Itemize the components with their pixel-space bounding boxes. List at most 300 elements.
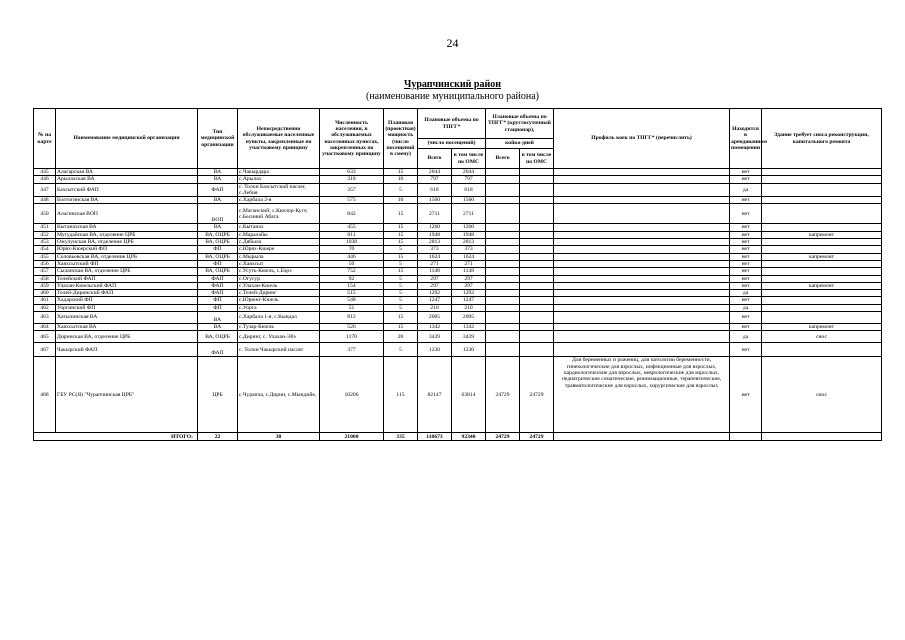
table-row xyxy=(34,268,882,275)
cell-population: 70 xyxy=(320,246,384,253)
table-row xyxy=(34,246,882,253)
cell-rented: да xyxy=(730,183,762,197)
table-row xyxy=(34,169,882,176)
total-repair xyxy=(762,433,882,441)
header-visits-oms: в том числе по ОМС xyxy=(452,149,486,169)
cell-num: 457 xyxy=(34,268,56,275)
header-reconstruction: Здание требует сноса реконструкции, капитального ремонта xyxy=(762,109,882,169)
cell-type: ВА xyxy=(198,224,238,231)
cell-capacity: 115 xyxy=(384,357,418,433)
cell-rented: да xyxy=(730,331,762,343)
cell-visits-oms: 1148 xyxy=(452,268,486,275)
cell-capacity: 10 xyxy=(384,197,418,204)
cell-rented: нет xyxy=(730,169,762,176)
cell-beds xyxy=(486,246,520,253)
district-subtitle: (наименование муниципального района) xyxy=(365,91,540,102)
cell-beds xyxy=(486,169,520,176)
cell-visits-oms: 271 xyxy=(452,260,486,267)
cell-repair: снос xyxy=(762,357,882,433)
total-visits: 110673 xyxy=(418,433,452,441)
table-row xyxy=(34,275,882,282)
cell-visits-oms: 373 xyxy=(452,246,486,253)
cell-beds-oms xyxy=(520,231,554,238)
table-row xyxy=(34,331,882,343)
cell-settlements: с.Улахан-Кюель xyxy=(238,282,320,289)
cell-visits: 297 xyxy=(418,275,452,282)
cell-rented: нет xyxy=(730,275,762,282)
cell-rented: нет xyxy=(730,260,762,267)
cell-repair xyxy=(762,297,882,304)
cell-population: 1170 xyxy=(320,331,384,343)
cell-population: 10206 xyxy=(320,357,384,433)
cell-beds xyxy=(486,282,520,289)
cell-beds xyxy=(486,275,520,282)
cell-visits-oms: 2711 xyxy=(452,204,486,224)
table-row xyxy=(34,357,882,433)
cell-population: 92 xyxy=(320,275,384,282)
cell-type: ФАП xyxy=(198,282,238,289)
cell-population: 752 xyxy=(320,268,384,275)
cell-visits: 271 xyxy=(418,260,452,267)
total-row xyxy=(34,433,882,441)
cell-profile xyxy=(554,275,730,282)
cell-profile xyxy=(554,197,730,204)
cell-type: ВА, ОЦРБ xyxy=(198,331,238,343)
table-row xyxy=(34,282,882,289)
cell-repair: капремонт xyxy=(762,282,882,289)
cell-rented: нет xyxy=(730,239,762,246)
cell-capacity: 15 xyxy=(384,169,418,176)
cell-visits-oms: 618 xyxy=(452,183,486,197)
cell-type: ВА xyxy=(198,324,238,331)
cell-visits: 1292 xyxy=(418,290,452,297)
cell-visits: 2044 xyxy=(418,169,452,176)
cell-type: ВА, ОЦРБ xyxy=(198,253,238,260)
cell-beds-oms xyxy=(520,268,554,275)
table-row xyxy=(34,312,882,324)
cell-settlements: с.Харбала 2-я xyxy=(238,197,320,204)
facilities-table xyxy=(33,108,882,441)
header-planned-visits: Плановые объемы по ТПГГ* xyxy=(418,109,486,139)
table-row xyxy=(34,224,882,231)
cell-population: 154 xyxy=(320,282,384,289)
cell-population: 357 xyxy=(320,183,384,197)
cell-visits: 797 xyxy=(418,176,452,183)
cell-num: 468 xyxy=(34,357,56,433)
cell-beds-oms xyxy=(520,260,554,267)
cell-profile xyxy=(554,204,730,224)
cell-beds-oms xyxy=(520,246,554,253)
table-row xyxy=(34,297,882,304)
cell-settlements: с.Юрюнг-Кюель xyxy=(238,297,320,304)
cell-visits-oms: 3439 xyxy=(452,331,486,343)
cell-name: Алагарская ВА xyxy=(56,169,198,176)
cell-visits: 1560 xyxy=(418,197,452,204)
cell-num: 461 xyxy=(34,297,56,304)
total-label: ИТОГО: xyxy=(34,433,198,441)
cell-repair xyxy=(762,246,882,253)
cell-profile xyxy=(554,268,730,275)
cell-visits-oms: 297 xyxy=(452,282,486,289)
cell-rented: нет xyxy=(730,343,762,357)
total-beds-oms: 24729 xyxy=(520,433,554,441)
cell-visits-oms: 1230 xyxy=(452,343,486,357)
header-capacity: Плановая (проектная) мощность (число посещений в смену) xyxy=(384,109,418,169)
cell-capacity: 15 xyxy=(384,204,418,224)
cell-beds xyxy=(486,324,520,331)
cell-repair xyxy=(762,204,882,224)
cell-repair xyxy=(762,197,882,204)
cell-repair: снос xyxy=(762,331,882,343)
cell-rented: нет xyxy=(730,197,762,204)
cell-population: 812 xyxy=(320,312,384,324)
cell-settlements: с.Чакырдара xyxy=(238,169,320,176)
cell-repair xyxy=(762,290,882,297)
cell-beds-oms xyxy=(520,343,554,357)
cell-visits-oms: 297 xyxy=(452,275,486,282)
cell-beds-oms xyxy=(520,183,554,197)
cell-repair xyxy=(762,304,882,311)
cell-settlements: с.Харбала 1-я, с.Кындал xyxy=(238,312,320,324)
cell-capacity: 10 xyxy=(384,176,418,183)
cell-type: ФП xyxy=(198,304,238,311)
cell-profile xyxy=(554,253,730,260)
cell-settlements: с.Дябыла xyxy=(238,239,320,246)
cell-population: 51 xyxy=(320,304,384,311)
cell-profile xyxy=(554,312,730,324)
cell-capacity: 15 xyxy=(384,253,418,260)
cell-population: 548 xyxy=(320,297,384,304)
cell-name: Юрях-Кюерский ФП xyxy=(56,246,198,253)
cell-num: 460 xyxy=(34,290,56,297)
cell-name: Хаяхсытский ФП xyxy=(56,260,198,267)
cell-num: 448 xyxy=(34,197,56,204)
page-number: 24 xyxy=(446,36,459,50)
cell-repair: капремонт xyxy=(762,231,882,238)
cell-beds xyxy=(486,331,520,343)
cell-num: 452 xyxy=(34,231,56,238)
cell-visits-oms: 2005 xyxy=(452,312,486,324)
cell-name: Соловьевская ВА, отделение ЦРБ xyxy=(56,253,198,260)
total-rented xyxy=(730,433,762,441)
cell-rented: нет xyxy=(730,224,762,231)
district-title: Чурапчинский район xyxy=(403,79,501,90)
cell-name: Кытанахская ВА xyxy=(56,224,198,231)
cell-beds-oms: 24729 xyxy=(520,357,554,433)
cell-population: 377 xyxy=(320,343,384,357)
cell-beds-oms xyxy=(520,176,554,183)
cell-num: 454 xyxy=(34,246,56,253)
cell-name: Телейский ФАП xyxy=(56,275,198,282)
cell-visits: 1342 xyxy=(418,324,452,331)
cell-name: Хадарский ФП xyxy=(56,297,198,304)
cell-population: 842 xyxy=(320,204,384,224)
cell-capacity: 5 xyxy=(384,275,418,282)
cell-settlements: с.Чурапча, с.Дирин, с.Мындийе, xyxy=(238,357,320,433)
cell-beds: 24729 xyxy=(486,357,520,433)
header-beds-total: Всего xyxy=(486,149,520,169)
cell-num: 447 xyxy=(34,183,56,197)
cell-type: ВА, ОЦРБ xyxy=(198,239,238,246)
table-row xyxy=(34,253,882,260)
cell-beds xyxy=(486,304,520,311)
table-row xyxy=(34,197,882,204)
cell-repair xyxy=(762,312,882,324)
cell-name: Арылахская ВА xyxy=(56,176,198,183)
cell-name: Телей-Диринский ФАП xyxy=(56,290,198,297)
cell-num: 450 xyxy=(34,204,56,224)
cell-capacity: 15 xyxy=(384,324,418,331)
cell-capacity: 5 xyxy=(384,297,418,304)
cell-visits-oms: 2044 xyxy=(452,169,486,176)
header-bed-days: койко-дней xyxy=(486,139,554,149)
cell-beds xyxy=(486,224,520,231)
cell-settlements: с.Диринг, с. Улахан-Эбэ xyxy=(238,331,320,343)
cell-repair xyxy=(762,224,882,231)
cell-settlements: с.Юрях-Кюере xyxy=(238,246,320,253)
cell-profile xyxy=(554,176,730,183)
cell-settlements: с.Мырыла xyxy=(238,253,320,260)
cell-name: Бахсытский ФАП xyxy=(56,183,198,197)
table-body xyxy=(34,169,882,433)
cell-profile xyxy=(554,260,730,267)
table-row xyxy=(34,290,882,297)
cell-settlements: с. Толон Бахсытский наслег, с.Лебия xyxy=(238,183,320,197)
cell-capacity: 5 xyxy=(384,290,418,297)
cell-population: 50 xyxy=(320,260,384,267)
cell-type: ВА xyxy=(198,197,238,204)
cell-capacity: 5 xyxy=(384,304,418,311)
cell-capacity: 15 xyxy=(384,268,418,275)
header-settlements: Непосредственно обслуживаемые населенные пункты, закрепленные по участковому принципу xyxy=(238,109,320,169)
total-settlements: 30 xyxy=(238,433,320,441)
table-row xyxy=(34,324,882,331)
cell-capacity: 15 xyxy=(384,224,418,231)
cell-capacity: 5 xyxy=(384,246,418,253)
cell-capacity: 15 xyxy=(384,239,418,246)
cell-visits: 1260 xyxy=(418,224,452,231)
cell-settlements: с.Огусур xyxy=(238,275,320,282)
header-planned-stationary: Плановые объемы по ТПГГ* (круглосуточный стационар), xyxy=(486,109,554,139)
table-row xyxy=(34,204,882,224)
cell-population: 446 xyxy=(320,253,384,260)
cell-visits: 210 xyxy=(418,304,452,311)
cell-settlements: с. Толон Чакырский наслег xyxy=(238,343,320,357)
cell-type: ФАП xyxy=(198,275,238,282)
cell-visits: 1148 xyxy=(418,268,452,275)
cell-settlements: с.Арылах xyxy=(238,176,320,183)
cell-num: 445 xyxy=(34,169,56,176)
cell-settlements: с.Усуть-Кюель, с.Бэрэ xyxy=(238,268,320,275)
cell-name: Сыланская ВА, отделение ЦРБ xyxy=(56,268,198,275)
cell-visits-oms: 63814 xyxy=(452,357,486,433)
cell-beds xyxy=(486,290,520,297)
cell-capacity: 5 xyxy=(384,260,418,267)
cell-rented: нет xyxy=(730,297,762,304)
cell-visits: 1230 xyxy=(418,343,452,357)
header-num: № на карте xyxy=(34,109,56,169)
cell-beds xyxy=(486,231,520,238)
cell-type: ВА, ОЦРБ xyxy=(198,268,238,275)
cell-name: Ожулунская ВА, отделение ЦРБ xyxy=(56,239,198,246)
cell-num: 462 xyxy=(34,304,56,311)
cell-visits-oms: 1948 xyxy=(452,231,486,238)
cell-rented: нет xyxy=(730,231,762,238)
total-capacity: 335 xyxy=(384,433,418,441)
cell-population: 318 xyxy=(320,176,384,183)
cell-visits: 373 xyxy=(418,246,452,253)
cell-name: Чакырский ФАП xyxy=(56,343,198,357)
cell-beds-oms xyxy=(520,224,554,231)
cell-repair xyxy=(762,343,882,357)
cell-beds xyxy=(486,253,520,260)
total-population: 21000 xyxy=(320,433,384,441)
cell-beds xyxy=(486,204,520,224)
cell-rented: да xyxy=(730,290,762,297)
cell-repair xyxy=(762,169,882,176)
cell-visits: 1948 xyxy=(418,231,452,238)
cell-name: Диринская ВА, отделение ЦРБ xyxy=(56,331,198,343)
cell-type: ВА xyxy=(198,312,238,324)
cell-type: ВОП xyxy=(198,204,238,224)
cell-settlements: с.Кытанах xyxy=(238,224,320,231)
cell-visits-oms: 797 xyxy=(452,176,486,183)
cell-name: Улахан-Кюельский ФАП xyxy=(56,282,198,289)
cell-profile xyxy=(554,239,730,246)
cell-profile xyxy=(554,304,730,311)
cell-beds-oms xyxy=(520,297,554,304)
cell-repair xyxy=(762,239,882,246)
cell-repair xyxy=(762,176,882,183)
table-row xyxy=(34,239,882,246)
cell-type: ВА xyxy=(198,169,238,176)
cell-name: ГБУ РС(Я) "Чурапчинская ЦРБ" xyxy=(56,357,198,433)
cell-beds-oms xyxy=(520,290,554,297)
cell-profile xyxy=(554,343,730,357)
cell-population: 515 xyxy=(320,290,384,297)
cell-population: 633 xyxy=(320,169,384,176)
cell-capacity: 20 xyxy=(384,331,418,343)
cell-settlements: с.Тузар-Кюель xyxy=(238,324,320,331)
cell-rented: нет xyxy=(730,268,762,275)
cell-type: ФП xyxy=(198,297,238,304)
cell-settlements: с.Хаяхсыт xyxy=(238,260,320,267)
cell-type: ФАП xyxy=(198,290,238,297)
cell-type: ФАП xyxy=(198,343,238,357)
cell-repair: капремонт xyxy=(762,253,882,260)
cell-beds xyxy=(486,312,520,324)
cell-beds xyxy=(486,197,520,204)
cell-rented: нет xyxy=(730,253,762,260)
cell-beds-oms xyxy=(520,197,554,204)
cell-profile xyxy=(554,331,730,343)
cell-visits: 2813 xyxy=(418,239,452,246)
cell-rented: нет xyxy=(730,204,762,224)
cell-beds xyxy=(486,239,520,246)
cell-repair xyxy=(762,268,882,275)
cell-rented: да xyxy=(730,304,762,311)
cell-num: 467 xyxy=(34,343,56,357)
cell-name: Хатылинская ВА xyxy=(56,312,198,324)
cell-type: ФАП xyxy=(198,183,238,197)
cell-num: 465 xyxy=(34,331,56,343)
cell-repair: капремонт xyxy=(762,324,882,331)
cell-type: ВА, ОЦРБ xyxy=(198,231,238,238)
cell-visits-oms: 1342 xyxy=(452,324,486,331)
cell-num: 446 xyxy=(34,176,56,183)
cell-beds-oms xyxy=(520,275,554,282)
cell-profile xyxy=(554,183,730,197)
cell-beds-oms xyxy=(520,312,554,324)
cell-visits-oms: 1247 xyxy=(452,297,486,304)
cell-rented: нет xyxy=(730,246,762,253)
cell-type: ЦРБ xyxy=(198,357,238,433)
cell-repair xyxy=(762,275,882,282)
table-header xyxy=(34,109,882,169)
cell-profile xyxy=(554,246,730,253)
cell-profile xyxy=(554,282,730,289)
total-beds: 24729 xyxy=(486,433,520,441)
cell-beds-oms xyxy=(520,239,554,246)
cell-visits: 2711 xyxy=(418,204,452,224)
header-population: Численность населения, в обслуживаемых населенных пунктах, закрепленных по участковому принципу xyxy=(320,109,384,169)
cell-rented: нет xyxy=(730,324,762,331)
table-row xyxy=(34,176,882,183)
cell-settlements: с.Телей-Диринг xyxy=(238,290,320,297)
cell-beds xyxy=(486,183,520,197)
cell-population: 526 xyxy=(320,324,384,331)
cell-profile xyxy=(554,290,730,297)
header-visits-unit: (число посещений) xyxy=(418,139,486,149)
cell-beds-oms xyxy=(520,169,554,176)
cell-num: 458 xyxy=(34,275,56,282)
cell-population: 1038 xyxy=(320,239,384,246)
cell-name: Хаяхсытская ВА xyxy=(56,324,198,331)
cell-visits: 2005 xyxy=(418,312,452,324)
cell-population: 455 xyxy=(320,224,384,231)
table-row xyxy=(34,183,882,197)
cell-population: 575 xyxy=(320,197,384,204)
cell-capacity: 5 xyxy=(384,183,418,197)
total-profile xyxy=(554,433,730,441)
cell-type: ФП xyxy=(198,246,238,253)
header-type: Тип медицинской организации xyxy=(198,109,238,169)
cell-visits: 3439 xyxy=(418,331,452,343)
header-profile: Профиль коек по ТПГГ* (перечислить) xyxy=(554,109,730,169)
cell-repair xyxy=(762,183,882,197)
cell-name: Болтогинская ВА xyxy=(56,197,198,204)
cell-profile xyxy=(554,297,730,304)
cell-settlements: с.Уорга xyxy=(238,304,320,311)
cell-settlements: с.Маганский; с.Кюсюр-Кугэ; с.Бесиний Абага xyxy=(238,204,320,224)
cell-rented: нет xyxy=(730,357,762,433)
cell-visits: 82147 xyxy=(418,357,452,433)
table-row xyxy=(34,304,882,311)
cell-beds xyxy=(486,268,520,275)
total-type: 22 xyxy=(198,433,238,441)
cell-type: ВА xyxy=(198,176,238,183)
cell-visits: 618 xyxy=(418,183,452,197)
table-row xyxy=(34,343,882,357)
cell-visits-oms: 210 xyxy=(452,304,486,311)
cell-visits-oms: 2813 xyxy=(452,239,486,246)
cell-name: Мугудайская ВА, отделение ЦРБ xyxy=(56,231,198,238)
table-row xyxy=(34,260,882,267)
cell-num: 455 xyxy=(34,253,56,260)
cell-num: 451 xyxy=(34,224,56,231)
cell-visits: 1247 xyxy=(418,297,452,304)
cell-capacity: 15 xyxy=(384,231,418,238)
